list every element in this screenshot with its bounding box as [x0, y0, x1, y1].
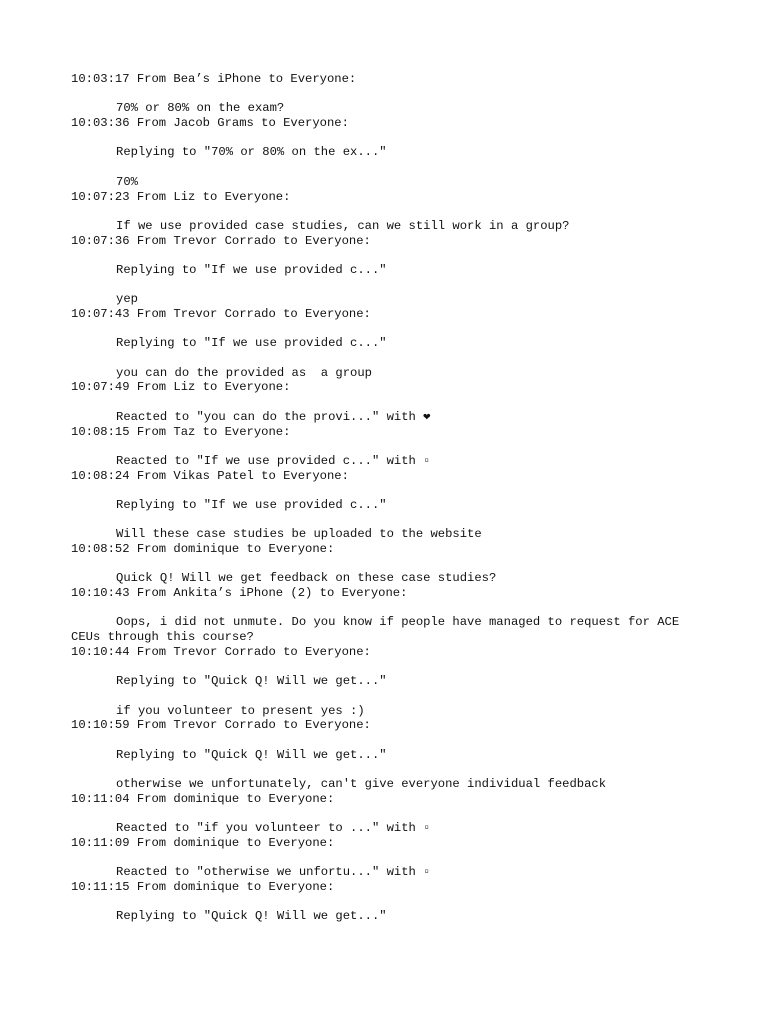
message-header: 10:03:36 From Jacob Grams to Everyone: — [71, 116, 349, 131]
chat-message — [71, 307, 711, 380]
chat-message — [71, 425, 711, 469]
message-header: 10:07:23 From Liz to Everyone: — [71, 189, 291, 204]
message-header: 10:10:44 From Trevor Corrado to Everyone: — [71, 644, 371, 659]
chat-message — [71, 586, 711, 645]
message-body: Replying to "If we use provided c..." — [116, 262, 387, 277]
blank-line — [71, 395, 711, 410]
blank-line — [71, 733, 711, 748]
chat-transcript — [71, 72, 711, 924]
blank-line — [71, 87, 711, 102]
message-body: if you volunteer to present yes :) — [116, 703, 365, 718]
message-body: Reacted to "you can do the provi..." with ❤ — [116, 409, 431, 424]
message-body: Reacted to "if you volunteer to ..." with ▫ — [116, 821, 431, 836]
message-body: 70% or 80% on the exam? — [116, 101, 285, 116]
message-header: 10:07:43 From Trevor Corrado to Everyone: — [71, 307, 371, 321]
chat-message — [71, 469, 711, 542]
message-body: yep — [116, 292, 138, 307]
chat-message — [71, 72, 711, 116]
blank-line — [71, 248, 711, 263]
message-body: Will these case studies be uploaded to the website — [116, 527, 482, 542]
chat-message — [71, 234, 711, 307]
blank-line — [71, 850, 711, 865]
message-body: Reacted to "If we use provided c..." with ▫ — [116, 453, 431, 468]
chat-message — [71, 792, 711, 836]
blank-line — [71, 660, 711, 675]
blank-line — [71, 513, 711, 528]
message-body: you can do the provided as a group — [116, 365, 372, 380]
message-body: Replying to "Quick Q! Will we get..." — [116, 909, 387, 924]
message-header: 10:03:17 From Bea’s iPhone to Everyone: — [71, 72, 357, 86]
message-body: Replying to "Quick Q! Will we get..." — [116, 674, 387, 689]
message-header: 10:10:43 From Ankita’s iPhone (2) to Everyone: — [71, 586, 408, 601]
chat-message — [71, 542, 711, 586]
message-header: 10:10:59 From Trevor Corrado to Everyone: — [71, 718, 371, 733]
chat-message — [71, 718, 711, 791]
message-body: Replying to "If we use provided c..." — [116, 336, 387, 351]
blank-line — [71, 557, 711, 572]
message-body: Reacted to "otherwise we unfortu..." with ▫ — [116, 865, 431, 880]
message-body: Replying to "70% or 80% on the ex..." — [116, 145, 387, 160]
blank-line — [71, 351, 711, 366]
message-body: Replying to "Quick Q! Will we get..." — [116, 747, 387, 762]
blank-line — [71, 439, 711, 454]
blank-line — [71, 322, 711, 337]
message-header: 10:07:49 From Liz to Everyone: — [71, 380, 291, 395]
message-body-continuation: CEUs through this course? — [71, 630, 254, 645]
blank-line — [71, 483, 711, 498]
message-body: If we use provided case studies, can we still work in a group? — [116, 218, 570, 233]
chat-message — [71, 836, 711, 880]
chat-message — [71, 190, 711, 234]
blank-line — [71, 689, 711, 704]
blank-line — [71, 160, 711, 175]
blank-line — [71, 131, 711, 146]
chat-message — [71, 880, 711, 924]
message-body: Oops, i did not unmute. Do you know if people have managed to request for ACE — [116, 615, 680, 630]
message-header: 10:11:15 From dominique to Everyone: — [71, 879, 335, 894]
blank-line — [71, 278, 711, 293]
blank-line — [71, 806, 711, 821]
chat-message — [71, 645, 711, 718]
blank-line — [71, 601, 711, 616]
blank-line — [71, 762, 711, 777]
message-header: 10:08:24 From Vikas Patel to Everyone: — [71, 468, 349, 483]
message-header: 10:08:52 From dominique to Everyone: — [71, 542, 335, 556]
message-header: 10:11:09 From dominique to Everyone: — [71, 835, 335, 850]
blank-line — [71, 204, 711, 219]
message-body: 70% — [116, 174, 138, 189]
message-header: 10:08:15 From Taz to Everyone: — [71, 424, 291, 439]
message-header: 10:11:04 From dominique to Everyone: — [71, 791, 335, 806]
chat-message — [71, 116, 711, 189]
message-header: 10:07:36 From Trevor Corrado to Everyone: — [71, 233, 371, 248]
message-body: Replying to "If we use provided c..." — [116, 497, 387, 512]
chat-message — [71, 380, 711, 424]
blank-line — [71, 895, 711, 910]
message-body: otherwise we unfortunately, can't give everyone individual feedback — [116, 777, 607, 791]
message-body: Quick Q! Will we get feedback on these case studies? — [116, 571, 497, 586]
